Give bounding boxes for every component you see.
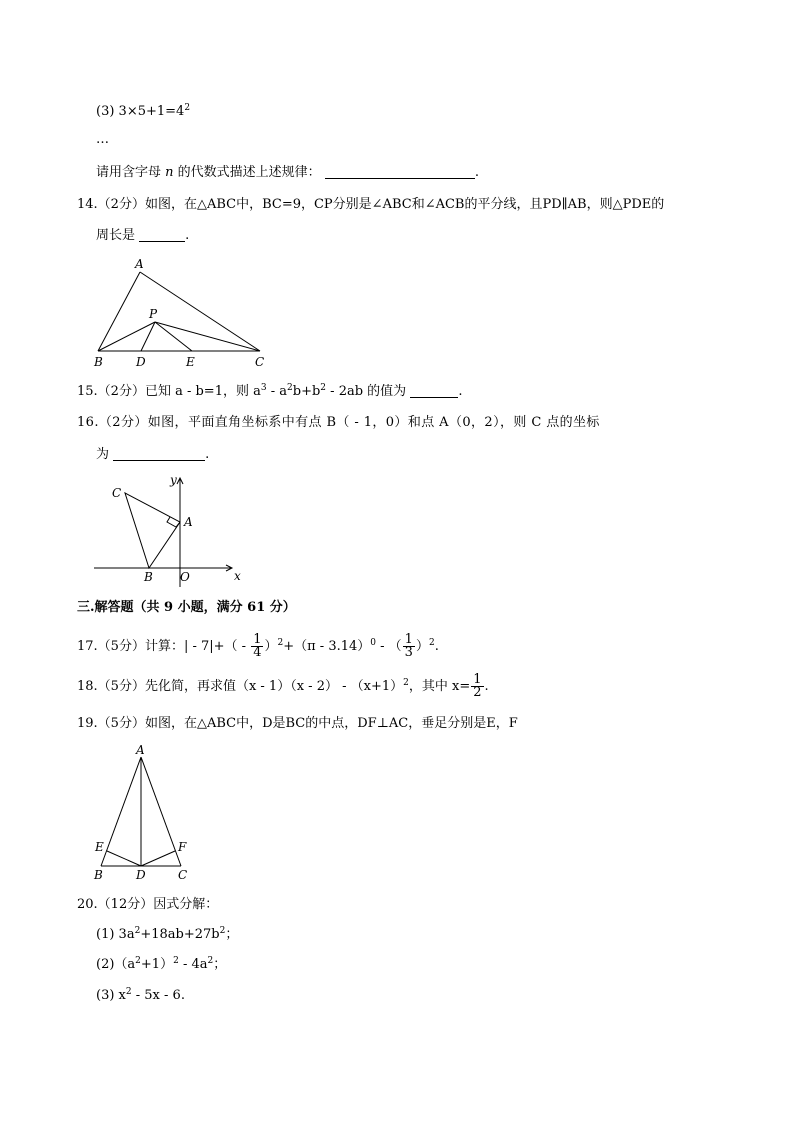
q14-seg-pe bbox=[155, 322, 192, 351]
answer-blank[interactable] bbox=[113, 446, 205, 461]
q16-label-a: A bbox=[184, 515, 193, 529]
fraction: $\frac{1}{4}$ bbox=[253, 632, 262, 660]
q17-text: 17.（5分）计算：| - 7|+（ - $\frac{1}{4}$ ）$^2$+（π - 3.14）$^0$ - （ $\frac{1}{3}$ ）$^2$. bbox=[77, 632, 439, 660]
q19-side-ab bbox=[101, 757, 141, 866]
q15-text: 15.（2分）已知 a - b=1，则 $a^3 - a^2b+b^2 - 2ab$ 的值为 . bbox=[77, 383, 463, 399]
q16-label-c: C bbox=[112, 486, 122, 500]
q16-line1: 16.（2分）如图，平面直角坐标系中有点 B（ - 1，0）和点 A（0，2），则 C 点的坐标 bbox=[77, 415, 600, 430]
q20-title: 20.（12分）因式分解： bbox=[77, 897, 219, 912]
fraction: $\frac{1}{2}$ bbox=[473, 672, 482, 700]
answer-blank[interactable] bbox=[410, 383, 458, 398]
q19-label-a: A bbox=[136, 743, 145, 757]
q19-seg-df bbox=[141, 851, 175, 866]
q14-line2: 周长是 . bbox=[96, 228, 190, 243]
q19-label-c: C bbox=[178, 868, 188, 882]
q19-seg-de bbox=[107, 851, 141, 866]
q19-side-ac bbox=[141, 757, 181, 866]
q14-label-e: E bbox=[186, 355, 195, 369]
q20-item2: $(2)(a^2+1)^2 - 4a^2$； bbox=[96, 956, 227, 972]
q13-prompt: 请用含字母 n 的代数式描述上述规律： . bbox=[96, 165, 479, 180]
q19-label-d: D bbox=[136, 868, 146, 882]
q14-label-a: A bbox=[135, 257, 144, 271]
q14-side-ab bbox=[98, 272, 140, 351]
q14-seg-pd bbox=[141, 322, 155, 351]
q14-label-d: D bbox=[136, 355, 146, 369]
q16-label-x: x bbox=[234, 569, 241, 583]
q20-item3: (3) $x^2 - 5x - 6$. bbox=[96, 987, 185, 1003]
q18-text: 18.（5分）先化简，再求值$(x - 1)(x - 2) - (x+1)^2$，其中 x= $\frac{1}{2}$ . bbox=[77, 672, 489, 700]
q16-label-y: y bbox=[170, 473, 177, 487]
q16-label-b: B bbox=[144, 570, 153, 584]
q16-line2: 为 . bbox=[96, 447, 210, 462]
q13-ellipsis: … bbox=[96, 132, 109, 147]
q19-label-b: B bbox=[94, 868, 103, 882]
section-title: 三.解答题（共 9 小题，满分 61 分） bbox=[77, 600, 296, 615]
q16-triangle-abc bbox=[125, 493, 180, 568]
q19-label-e: E bbox=[95, 840, 104, 854]
q19-text: 19.（5分）如图，在△ABC中，D是BC的中点，DF⊥AC，垂足分别是E，F bbox=[77, 716, 518, 731]
q19-label-f: F bbox=[178, 840, 187, 854]
q14-line1: 14.（2分）如图，在△ABC中，BC=9，CP分别是∠ABC和∠ACB的平分线，且PD∥AB，则△PDE的 bbox=[77, 197, 665, 212]
fraction: $\frac{1}{3}$ bbox=[404, 632, 413, 660]
q14-label-b: B bbox=[94, 355, 103, 369]
q20-item1: (1) $3a^2+18ab+27b^2$； bbox=[96, 926, 239, 942]
q14-label-p: P bbox=[149, 307, 158, 321]
q16-label-o: O bbox=[180, 570, 190, 584]
q14-side-ac bbox=[140, 272, 260, 351]
q14-seg-bp bbox=[98, 322, 155, 351]
q14-label-c: C bbox=[255, 355, 265, 369]
q13-item3: (3) $3\times 5+1=4^2$ bbox=[96, 103, 191, 119]
q14-seg-cp bbox=[155, 322, 260, 351]
